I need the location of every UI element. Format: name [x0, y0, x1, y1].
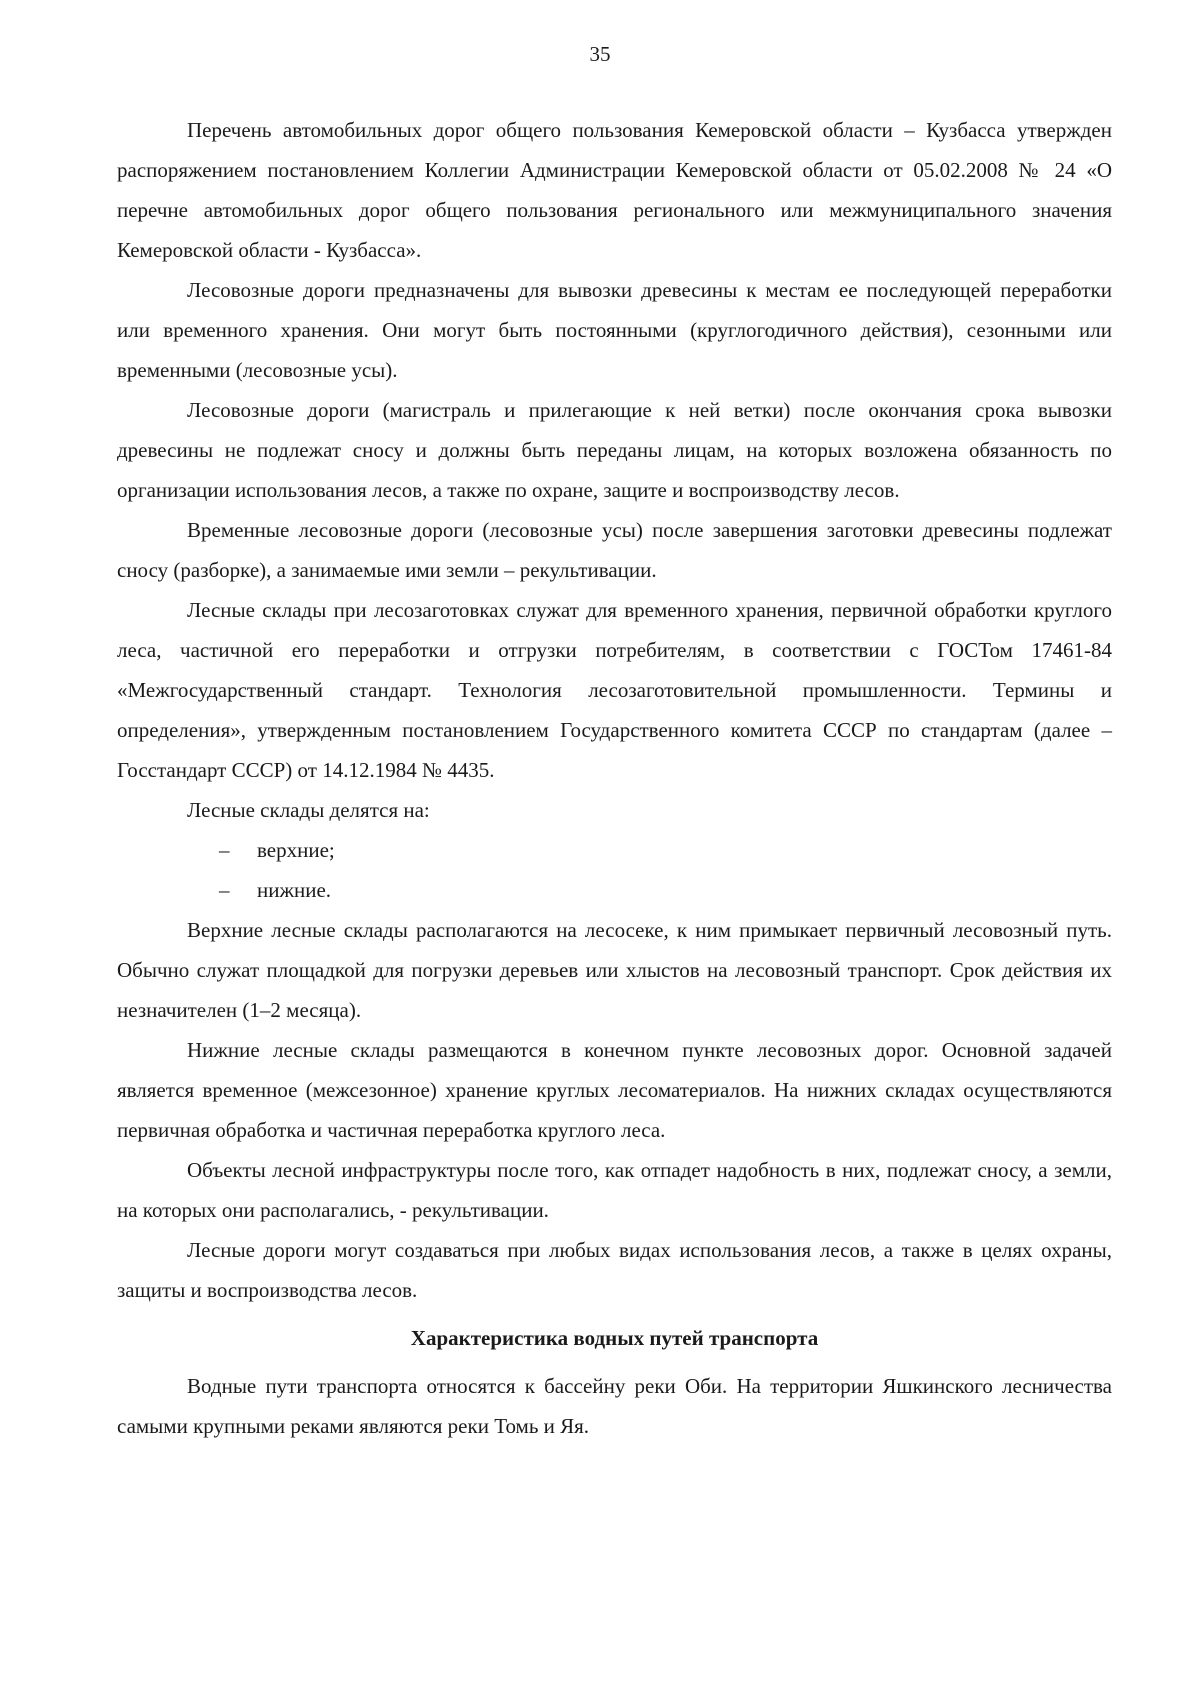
paragraph-upper-yards: Верхние лесные склады располагаются на лесосеке, к ним примыкает первичный лесовозный путь. Обычно служат площадкой для погрузки деревьев или хлыстов на лесовозный транспорт. Срок действия их незначителен (1–2 месяца).	[117, 918, 1112, 1022]
section-heading: Характеристика водных путей транспорта	[410, 1326, 819, 1350]
paragraph-waterways: Водные пути транспорта относятся к бассейну реки Оби. На территории Яшкинского лесничества самыми крупными реками являются реки Томь и Яя.	[117, 1374, 1112, 1438]
paragraph-timber-yards: Лесные склады при лесозаготовках служат для временного хранения, первичной обработки круглого леса, частичной его переработки и отгрузки потребителям, в соответствии с ГОСТом 17461-84 «Межгосударственный стандарт. Технология лесозаготовительной промышленности. Термины и определения», утвержденным постановлением Государственного комитета СССР по стандартам (далее – Госстандарт СССР) от 14.12.1984 № 4435.	[117, 598, 1112, 782]
list-item-text: нижние.	[257, 878, 332, 902]
list-item	[117, 870, 1112, 910]
paragraph-yards-divided: Лесные склады делятся на:	[187, 798, 430, 822]
paragraph-temporary-roads: Временные лесовозные дороги (лесовозные усы) после завершения заготовки древесины подлежат сносу (разборке), а занимаемые ими земли – рекультивации.	[117, 518, 1112, 582]
list-dash: –	[219, 878, 230, 902]
paragraph-road-list: Перечень автомобильных дорог общего пользования Кемеровской области – Кузбасса утвержден распоряжением постановлением Коллегии Администрации Кемеровской области от 05.02.2008 № 24 «О перечне автомобильных дорог общего пользования регионального или межмуниципального значения Кемеровской области - Кузбасса».	[117, 118, 1112, 262]
paragraph-forest-roads: Лесные дороги могут создаваться при любых видах использования лесов, а также в целях охраны, защиты и воспроизводства лесов.	[117, 1238, 1112, 1302]
document-body	[117, 110, 1112, 1446]
list-item	[117, 830, 1112, 870]
paragraph-infrastructure-removal: Объекты лесной инфраструктуры после того, как отпадет надобность в них, подлежат сносу, а земли, на которых они располагались, - рекультивации.	[117, 1158, 1112, 1222]
paragraph-logging-roads-transfer: Лесовозные дороги (магистраль и прилегающие к ней ветки) после окончания срока вывозки древесины не подлежат сносу и должны быть переданы лицам, на которых возложена обязанность по организации использования лесов, а также по охране, защите и воспроизводству лесов.	[117, 398, 1112, 502]
page-number: 35	[589, 42, 611, 66]
paragraph-logging-roads-purpose: Лесовозные дороги предназначены для вывозки древесины к местам ее последующей переработки или временного хранения. Они могут быть постоянными (круглогодичного действия), сезонными или временными (лесовозные усы).	[117, 278, 1112, 382]
list-dash: –	[219, 838, 230, 862]
list-item-text: верхние;	[257, 838, 335, 862]
yard-types-list	[117, 830, 1112, 910]
paragraph-lower-yards: Нижние лесные склады размещаются в конечном пункте лесовозных дорог. Основной задачей является временное (межсезонное) хранение круглых лесоматериалов. На нижних складах осуществляются первичная обработка и частичная переработка круглого леса.	[117, 1038, 1112, 1142]
